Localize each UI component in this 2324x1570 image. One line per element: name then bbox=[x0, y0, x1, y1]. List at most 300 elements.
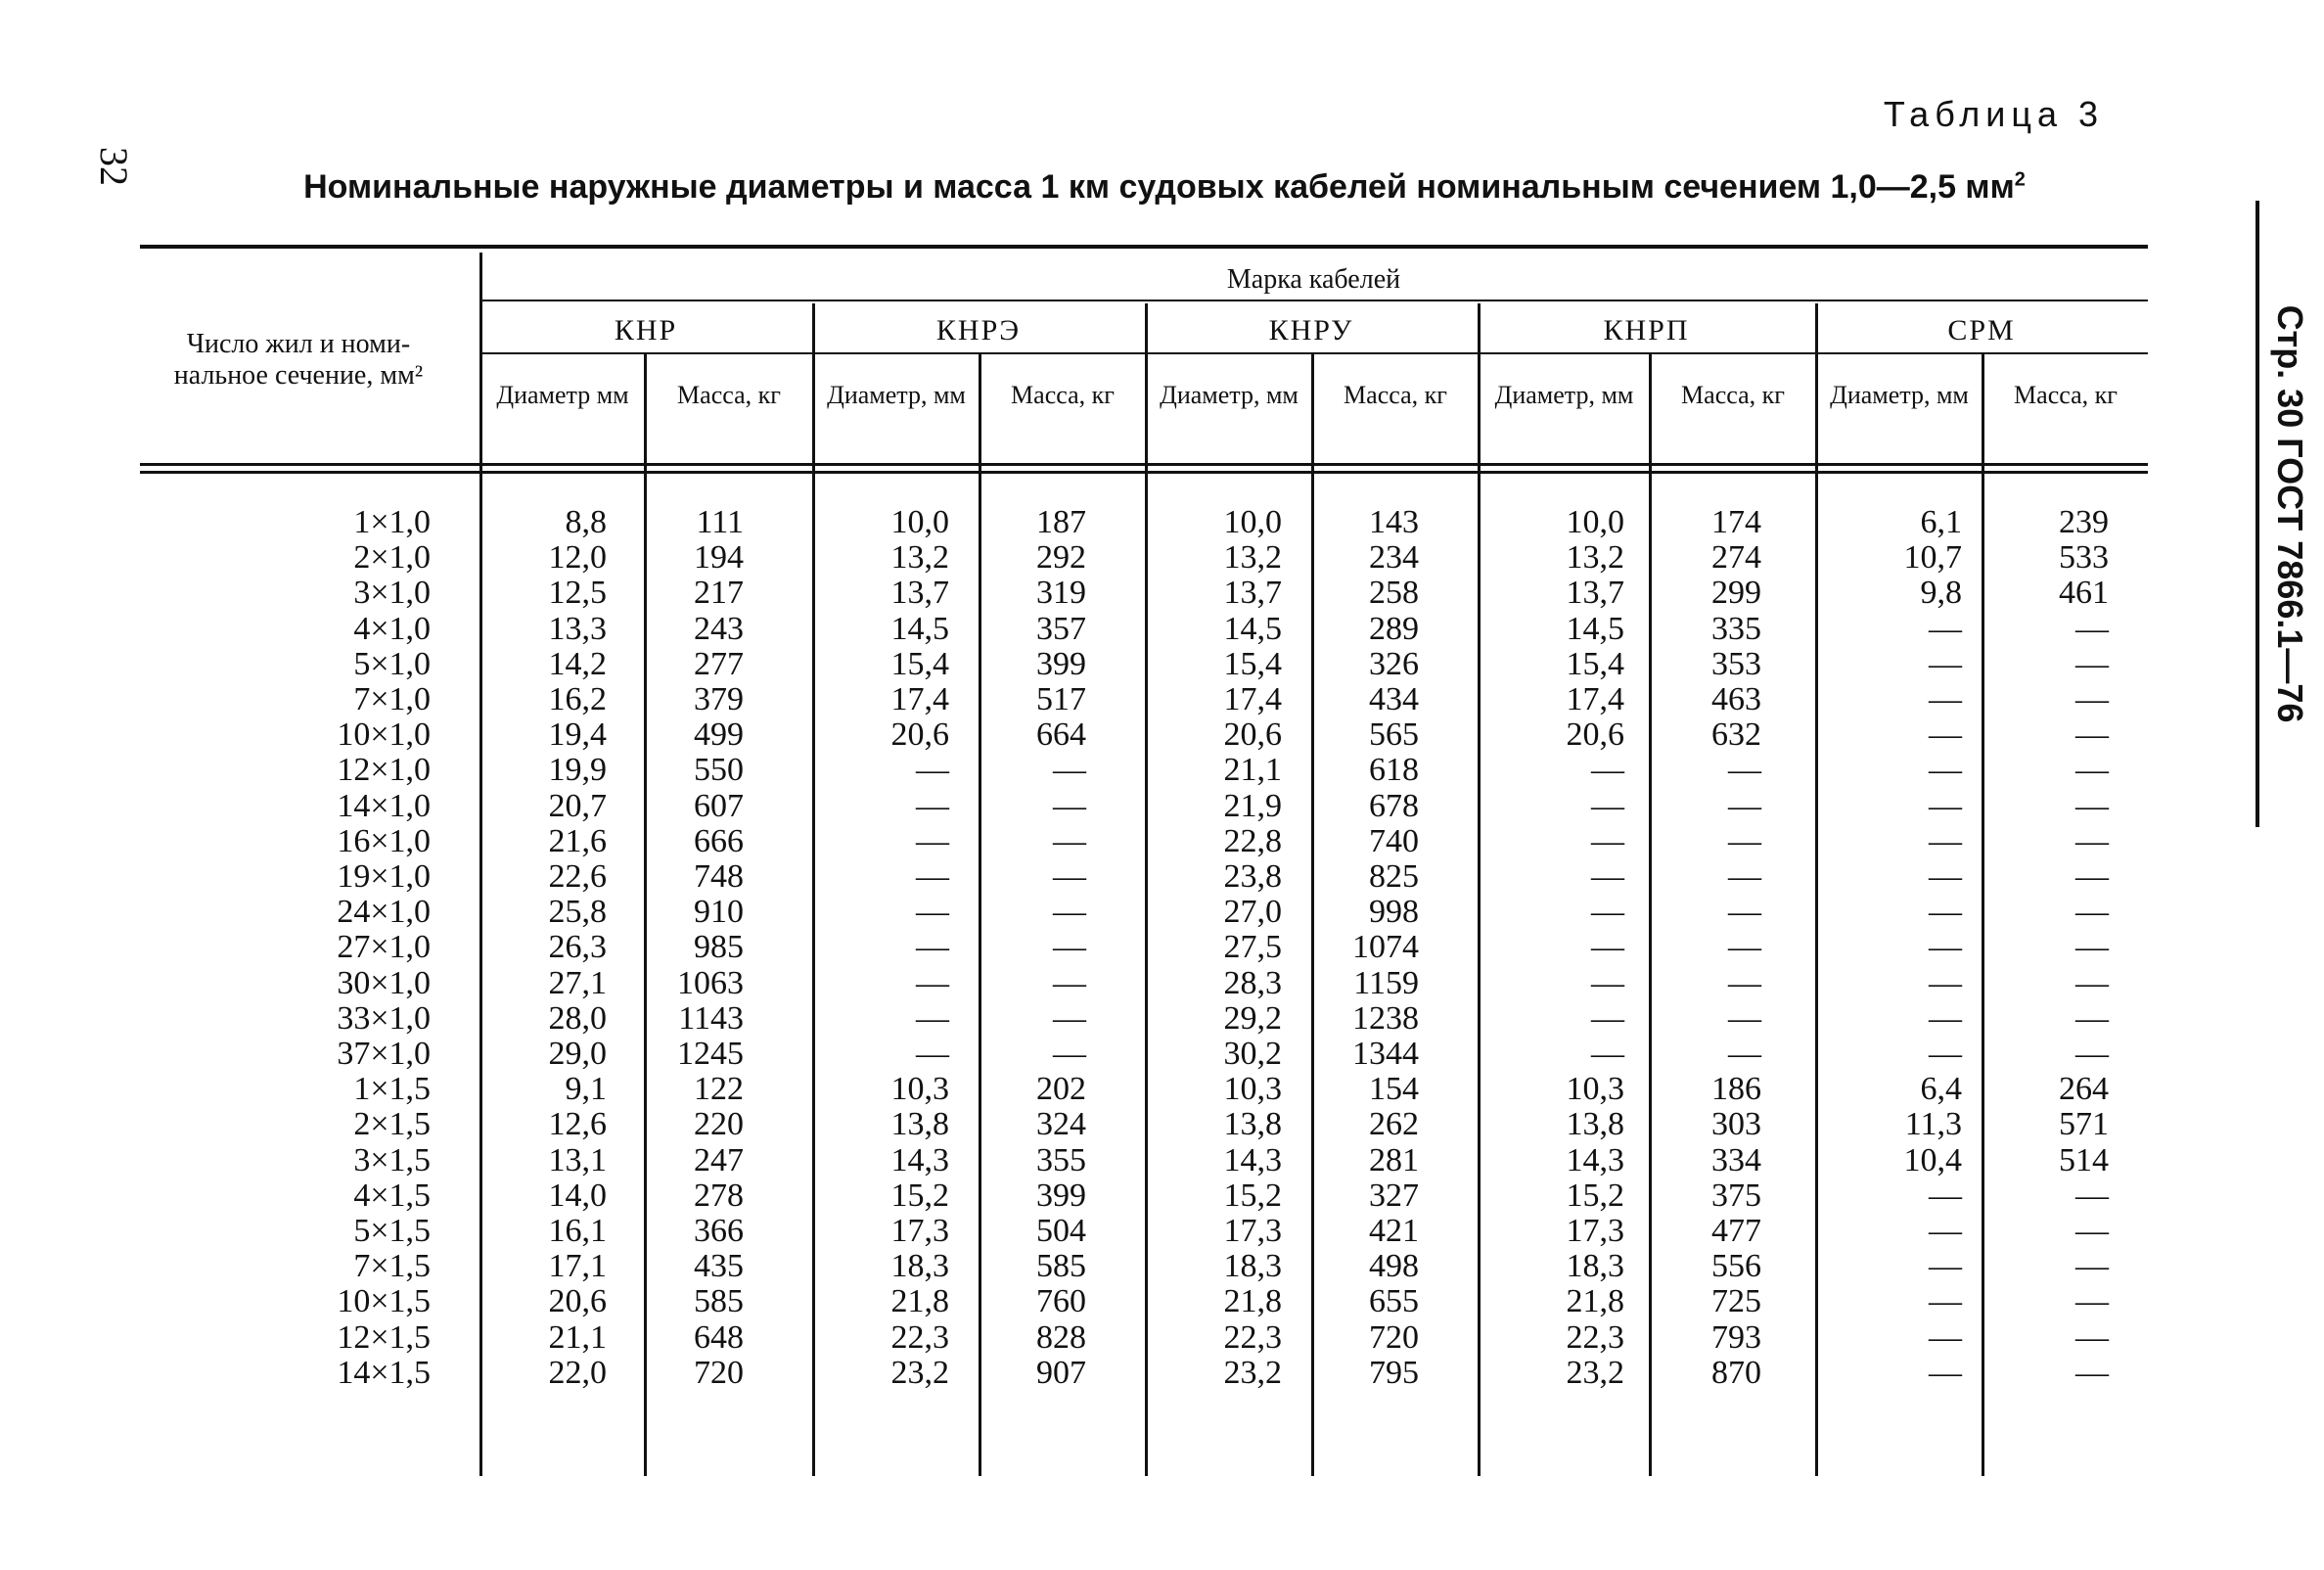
table-cell: — bbox=[1053, 752, 1086, 789]
table-row bbox=[0, 1356, 2262, 1391]
table-cell: 20,6 bbox=[890, 716, 949, 754]
table-cell: 13,8 bbox=[1566, 1106, 1624, 1143]
table-cell: — bbox=[1929, 645, 1962, 682]
table-cell: 187 bbox=[1036, 504, 1086, 540]
table-cell: 499 bbox=[694, 716, 744, 754]
table-cell: 17,3 bbox=[1566, 1213, 1624, 1249]
table-cell: — bbox=[2075, 894, 2109, 931]
row-label: 4×1,5 bbox=[353, 1177, 431, 1214]
table-cell: — bbox=[2075, 1318, 2109, 1356]
brand-header: КНРП bbox=[1603, 314, 1690, 346]
table-cell: — bbox=[916, 964, 949, 1001]
table-cell: — bbox=[2075, 929, 2109, 966]
table-cell: 26,3 bbox=[548, 929, 607, 966]
table-cell: 21,6 bbox=[548, 822, 607, 859]
table-cell: 379 bbox=[694, 681, 744, 717]
table-cell: 985 bbox=[694, 929, 744, 966]
table-cell: 21,1 bbox=[548, 1318, 607, 1356]
table-cell: — bbox=[916, 752, 949, 789]
table-top-rule bbox=[140, 245, 2148, 249]
table-cell: — bbox=[2075, 1248, 2109, 1285]
table-cell: 655 bbox=[1369, 1283, 1419, 1320]
table-row bbox=[0, 717, 2262, 753]
table-cell: 22,0 bbox=[548, 1354, 607, 1391]
table-cell: 29,2 bbox=[1223, 999, 1282, 1037]
table-cell: 15,4 bbox=[1566, 645, 1624, 682]
table-cell: 21,9 bbox=[1223, 787, 1282, 824]
table-cell: 14,5 bbox=[1223, 610, 1282, 647]
table-cell: 353 bbox=[1711, 645, 1761, 682]
table-cell: 571 bbox=[2059, 1106, 2109, 1143]
table-title-superscript: 2 bbox=[2014, 168, 2026, 191]
table-cell: 326 bbox=[1369, 645, 1419, 682]
row-label: 1×1,0 bbox=[353, 504, 431, 540]
table-cell: 19,9 bbox=[548, 752, 607, 789]
table-cell: — bbox=[1591, 787, 1624, 824]
subheader-diameter: Диаметр, мм bbox=[1830, 381, 1969, 409]
table-cell: 278 bbox=[694, 1177, 744, 1214]
subheader-mass: Масса, кг bbox=[677, 381, 781, 409]
table-row bbox=[0, 1143, 2262, 1178]
table-cell: 17,1 bbox=[548, 1248, 607, 1285]
subheader-diameter: Диаметр мм bbox=[496, 381, 629, 409]
table-cell: — bbox=[2075, 716, 2109, 754]
table-cell: — bbox=[2075, 1177, 2109, 1214]
row-label: 5×1,5 bbox=[353, 1213, 431, 1249]
table-cell: — bbox=[1929, 929, 1962, 966]
table-cell: 10,0 bbox=[1566, 504, 1624, 540]
table-cell: — bbox=[1591, 752, 1624, 789]
table-cell: 1063 bbox=[677, 964, 744, 1001]
table-cell: 247 bbox=[694, 1141, 744, 1178]
table-cell: 793 bbox=[1711, 1318, 1761, 1356]
table-cell: 23,8 bbox=[1223, 858, 1282, 895]
table-cell: 281 bbox=[1369, 1141, 1419, 1178]
table-cell: 14,0 bbox=[548, 1177, 607, 1214]
table-cell: — bbox=[1929, 999, 1962, 1037]
table-cell: — bbox=[1591, 964, 1624, 1001]
table-cell: — bbox=[2075, 1036, 2109, 1072]
table-cell: — bbox=[1053, 999, 1086, 1037]
table-cell: 262 bbox=[1369, 1106, 1419, 1143]
table-cell: 399 bbox=[1036, 645, 1086, 682]
row-label: 16×1,0 bbox=[337, 822, 431, 859]
table-cell: 9,8 bbox=[1920, 575, 1962, 612]
table-cell: 29,0 bbox=[548, 1036, 607, 1072]
table-label: Таблица 3 bbox=[1883, 94, 2104, 134]
table-row bbox=[0, 1178, 2262, 1214]
table-row bbox=[0, 612, 2262, 647]
table-cell: 463 bbox=[1711, 681, 1761, 717]
table-cell: 264 bbox=[2059, 1071, 2109, 1108]
table-cell: 220 bbox=[694, 1106, 744, 1143]
table-cell: 825 bbox=[1369, 858, 1419, 895]
table-cell: 556 bbox=[1711, 1248, 1761, 1285]
table-cell: 324 bbox=[1036, 1106, 1086, 1143]
table-cell: 13,2 bbox=[1566, 539, 1624, 577]
table-cell: 111 bbox=[696, 504, 744, 540]
table-cell: 10,3 bbox=[1566, 1071, 1624, 1108]
table-cell: 17,3 bbox=[890, 1213, 949, 1249]
table-cell: 28,0 bbox=[548, 999, 607, 1037]
row-label: 5×1,0 bbox=[353, 645, 431, 682]
table-row bbox=[0, 1001, 2262, 1037]
row-label: 4×1,0 bbox=[353, 610, 431, 647]
table-row bbox=[0, 647, 2262, 682]
table-cell: 828 bbox=[1036, 1318, 1086, 1356]
row-label: 3×1,5 bbox=[353, 1141, 431, 1178]
table-cell: — bbox=[1053, 787, 1086, 824]
table-cell: 13,3 bbox=[548, 610, 607, 647]
row-label: 2×1,0 bbox=[353, 539, 431, 577]
table-cell: 319 bbox=[1036, 575, 1086, 612]
table-cell: 10,4 bbox=[1903, 1141, 1962, 1178]
table-cell: 27,1 bbox=[548, 964, 607, 1001]
table-cell: 18,3 bbox=[1566, 1248, 1624, 1285]
table-cell: 477 bbox=[1711, 1213, 1761, 1249]
table-cell: — bbox=[2075, 787, 2109, 824]
table-cell: 186 bbox=[1711, 1071, 1761, 1108]
table-cell: 299 bbox=[1711, 575, 1761, 612]
subheader-mass: Масса, кг bbox=[2014, 381, 2118, 409]
table-cell: 14,3 bbox=[1566, 1141, 1624, 1178]
table-row bbox=[0, 505, 2262, 540]
table-cell: 607 bbox=[694, 787, 744, 824]
table-cell: — bbox=[1591, 858, 1624, 895]
table-cell: — bbox=[2075, 822, 2109, 859]
table-cell: 504 bbox=[1036, 1213, 1086, 1249]
table-cell: 1159 bbox=[1353, 964, 1419, 1001]
table-row bbox=[0, 540, 2262, 576]
table-cell: 16,2 bbox=[548, 681, 607, 717]
table-cell: 15,2 bbox=[1566, 1177, 1624, 1214]
table-cell: 18,3 bbox=[1223, 1248, 1282, 1285]
table-cell: 27,5 bbox=[1223, 929, 1282, 966]
table-cell: — bbox=[1728, 894, 1761, 931]
row-label: 37×1,0 bbox=[337, 1036, 431, 1072]
table-cell: 910 bbox=[694, 894, 744, 931]
row-label: 7×1,5 bbox=[353, 1248, 431, 1285]
table-cell: 514 bbox=[2059, 1141, 2109, 1178]
table-cell: — bbox=[1929, 752, 1962, 789]
table-cell: 1143 bbox=[678, 999, 744, 1037]
brand-group-header: Марка кабелей bbox=[1226, 264, 1401, 295]
first-column-header: Число жил и номи-нальное сечение, мм² bbox=[173, 329, 424, 391]
table-cell: 666 bbox=[694, 822, 744, 859]
table-cell: 25,8 bbox=[548, 894, 607, 931]
table-cell: 303 bbox=[1711, 1106, 1761, 1143]
table-cell: — bbox=[2075, 681, 2109, 717]
table-row bbox=[0, 895, 2262, 930]
table-cell: 678 bbox=[1369, 787, 1419, 824]
table-cell: 21,8 bbox=[890, 1283, 949, 1320]
table-cell: 740 bbox=[1369, 822, 1419, 859]
table-cell: 277 bbox=[694, 645, 744, 682]
table-cell: — bbox=[1591, 929, 1624, 966]
table-cell: 357 bbox=[1036, 610, 1086, 647]
page-number: 32 bbox=[92, 147, 136, 186]
table-cell: 239 bbox=[2059, 504, 2109, 540]
table-row bbox=[0, 1037, 2262, 1072]
table-cell: — bbox=[2075, 858, 2109, 895]
table-cell: — bbox=[1728, 999, 1761, 1037]
table-cell: 618 bbox=[1369, 752, 1419, 789]
table-cell: 17,3 bbox=[1223, 1213, 1282, 1249]
table-cell: 461 bbox=[2059, 575, 2109, 612]
table-cell: — bbox=[1929, 964, 1962, 1001]
table-cell: — bbox=[1591, 1036, 1624, 1072]
table-cell: 174 bbox=[1711, 504, 1761, 540]
table-cell: — bbox=[2075, 752, 2109, 789]
table-cell: 30,2 bbox=[1223, 1036, 1282, 1072]
table-cell: 17,4 bbox=[1566, 681, 1624, 717]
table-cell: — bbox=[1053, 822, 1086, 859]
row-label: 10×1,0 bbox=[337, 716, 431, 754]
table-cell: 355 bbox=[1036, 1141, 1086, 1178]
table-cell: — bbox=[2075, 1283, 2109, 1320]
table-cell: 13,2 bbox=[890, 539, 949, 577]
table-cell: 23,2 bbox=[1223, 1354, 1282, 1391]
table-cell: 154 bbox=[1369, 1071, 1419, 1108]
table-cell: — bbox=[1728, 822, 1761, 859]
table-cell: — bbox=[1053, 1036, 1086, 1072]
row-label: 33×1,0 bbox=[337, 999, 431, 1037]
table-cell: 19,4 bbox=[548, 716, 607, 754]
table-cell: 20,6 bbox=[1566, 716, 1624, 754]
table-cell: 720 bbox=[694, 1354, 744, 1391]
table-cell: 22,6 bbox=[548, 858, 607, 895]
table-cell: 13,7 bbox=[1566, 575, 1624, 612]
table-row bbox=[0, 1214, 2262, 1249]
table-cell: 870 bbox=[1711, 1354, 1761, 1391]
table-cell: 366 bbox=[694, 1213, 744, 1249]
table-cell: 10,3 bbox=[890, 1071, 949, 1108]
row-label: 14×1,0 bbox=[337, 787, 431, 824]
table-cell: 17,4 bbox=[1223, 681, 1282, 717]
table-cell: — bbox=[1591, 894, 1624, 931]
table-cell: 15,4 bbox=[1223, 645, 1282, 682]
table-cell: 15,2 bbox=[1223, 1177, 1282, 1214]
table-cell: — bbox=[1929, 1318, 1962, 1356]
table-cell: 434 bbox=[1369, 681, 1419, 717]
table-cell: — bbox=[1728, 752, 1761, 789]
subheader-mass: Масса, кг bbox=[1344, 381, 1447, 409]
table-cell: 15,4 bbox=[890, 645, 949, 682]
table-cell: 12,6 bbox=[548, 1106, 607, 1143]
subheader-mass: Масса, кг bbox=[1011, 381, 1115, 409]
table-cell: — bbox=[1929, 1213, 1962, 1249]
table-cell: — bbox=[916, 858, 949, 895]
table-cell: 10,0 bbox=[1223, 504, 1282, 540]
table-cell: — bbox=[1929, 716, 1962, 754]
table-cell: 20,7 bbox=[548, 787, 607, 824]
table-cell: — bbox=[2075, 964, 2109, 1001]
table-row bbox=[0, 1284, 2262, 1319]
table-cell: 122 bbox=[694, 1071, 744, 1108]
table-cell: — bbox=[1929, 1036, 1962, 1072]
subheader-diameter: Диаметр, мм bbox=[1494, 381, 1634, 409]
table-cell: 565 bbox=[1369, 716, 1419, 754]
table-cell: 28,3 bbox=[1223, 964, 1282, 1001]
subheader-mass: Масса, кг bbox=[1681, 381, 1785, 409]
subheader-diameter: Диаметр, мм bbox=[1160, 381, 1299, 409]
table-cell: — bbox=[1929, 894, 1962, 931]
table-cell: 760 bbox=[1036, 1283, 1086, 1320]
table-cell: — bbox=[1053, 929, 1086, 966]
table-cell: 9,1 bbox=[565, 1071, 607, 1108]
table-cell: — bbox=[1929, 610, 1962, 647]
table-cell: — bbox=[1728, 787, 1761, 824]
table-cell: 335 bbox=[1711, 610, 1761, 647]
row-label: 27×1,0 bbox=[337, 929, 431, 966]
table-cell: — bbox=[916, 822, 949, 859]
table-cell: 22,8 bbox=[1223, 822, 1282, 859]
table-cell: 234 bbox=[1369, 539, 1419, 577]
row-label: 14×1,5 bbox=[337, 1354, 431, 1391]
table-cell: — bbox=[1591, 999, 1624, 1037]
table-row bbox=[0, 789, 2262, 824]
table-cell: 12,5 bbox=[548, 575, 607, 612]
table-cell: 10,0 bbox=[890, 504, 949, 540]
header-bottom-rule-2 bbox=[140, 471, 2148, 474]
table-cell: 648 bbox=[694, 1318, 744, 1356]
table-cell: 664 bbox=[1036, 716, 1086, 754]
table-cell: 13,8 bbox=[1223, 1106, 1282, 1143]
row-label: 30×1,0 bbox=[337, 964, 431, 1001]
table-cell: 13,2 bbox=[1223, 539, 1282, 577]
table-row bbox=[0, 1072, 2262, 1107]
table-cell: 14,3 bbox=[1223, 1141, 1282, 1178]
table-cell: 13,1 bbox=[548, 1141, 607, 1178]
table-cell: 517 bbox=[1036, 681, 1086, 717]
table-cell: 585 bbox=[1036, 1248, 1086, 1285]
table-cell: — bbox=[1591, 822, 1624, 859]
row-label: 10×1,5 bbox=[337, 1283, 431, 1320]
table-row bbox=[0, 1107, 2262, 1142]
table-cell: 1344 bbox=[1352, 1036, 1419, 1072]
table-cell: 498 bbox=[1369, 1248, 1419, 1285]
table-cell: 20,6 bbox=[548, 1283, 607, 1320]
table-cell: 998 bbox=[1369, 894, 1419, 931]
row-label: 19×1,0 bbox=[337, 858, 431, 895]
table-cell: 1074 bbox=[1352, 929, 1419, 966]
table-cell: 16,1 bbox=[548, 1213, 607, 1249]
table-title-text: Номинальные наружные диаметры и масса 1 км судовых кабелей номинальным сечением 1,0—2,5 мм bbox=[303, 168, 2015, 206]
row-label: 3×1,0 bbox=[353, 575, 431, 612]
table-cell: 20,6 bbox=[1223, 716, 1282, 754]
table-cell: — bbox=[1929, 1248, 1962, 1285]
table-cell: — bbox=[1053, 964, 1086, 1001]
table-cell: 15,2 bbox=[890, 1177, 949, 1214]
table-cell: 12,0 bbox=[548, 539, 607, 577]
table-cell: 1245 bbox=[677, 1036, 744, 1072]
table-cell: 13,7 bbox=[890, 575, 949, 612]
table-cell: 795 bbox=[1369, 1354, 1419, 1391]
table-cell: 243 bbox=[694, 610, 744, 647]
table-cell: — bbox=[2075, 645, 2109, 682]
table-cell: — bbox=[2075, 1213, 2109, 1249]
subheader-diameter: Диаметр, мм bbox=[827, 381, 966, 409]
table-cell: 22,3 bbox=[1223, 1318, 1282, 1356]
table-cell: — bbox=[1929, 822, 1962, 859]
table-cell: 725 bbox=[1711, 1283, 1761, 1320]
table-cell: — bbox=[2075, 999, 2109, 1037]
table-cell: 907 bbox=[1036, 1354, 1086, 1391]
table-cell: 13,8 bbox=[890, 1106, 949, 1143]
table-row bbox=[0, 824, 2262, 859]
table-cell: 327 bbox=[1369, 1177, 1419, 1214]
table-row bbox=[0, 576, 2262, 611]
table-cell: 289 bbox=[1369, 610, 1419, 647]
table-cell: 194 bbox=[694, 539, 744, 577]
table-cell: 292 bbox=[1036, 539, 1086, 577]
table-cell: 258 bbox=[1369, 575, 1419, 612]
table-cell: 14,5 bbox=[1566, 610, 1624, 647]
brand-header: СРМ bbox=[1947, 314, 2016, 346]
table-cell: 23,2 bbox=[890, 1354, 949, 1391]
table-cell: 22,3 bbox=[1566, 1318, 1624, 1356]
table-cell: 23,2 bbox=[1566, 1354, 1624, 1391]
table-cell: — bbox=[916, 894, 949, 931]
table-cell: — bbox=[1728, 1036, 1761, 1072]
group-rule bbox=[479, 300, 2148, 301]
brand-header: КНР bbox=[614, 314, 678, 346]
table-cell: — bbox=[1929, 681, 1962, 717]
table-cell: 399 bbox=[1036, 1177, 1086, 1214]
table-cell: 14,2 bbox=[548, 645, 607, 682]
table-cell: — bbox=[916, 787, 949, 824]
row-label: 2×1,5 bbox=[353, 1106, 431, 1143]
table-cell: 22,3 bbox=[890, 1318, 949, 1356]
table-row bbox=[0, 1320, 2262, 1356]
table-cell: — bbox=[1929, 1283, 1962, 1320]
row-label: 12×1,0 bbox=[337, 752, 431, 789]
running-header: Стр. 30 ГОСТ 7866.1—76 bbox=[2256, 201, 2324, 827]
table-cell: 217 bbox=[694, 575, 744, 612]
table-cell: 1238 bbox=[1352, 999, 1419, 1037]
table-cell: — bbox=[2075, 1354, 2109, 1391]
table-cell: 550 bbox=[694, 752, 744, 789]
table-cell: 21,8 bbox=[1223, 1283, 1282, 1320]
table-cell: — bbox=[1929, 1354, 1962, 1391]
row-label: 7×1,0 bbox=[353, 681, 431, 717]
table-cell: 8,8 bbox=[565, 504, 607, 540]
table-row bbox=[0, 859, 2262, 895]
row-label: 24×1,0 bbox=[337, 894, 431, 931]
table-cell: 143 bbox=[1369, 504, 1419, 540]
table-cell: 10,3 bbox=[1223, 1071, 1282, 1108]
table-cell: 14,5 bbox=[890, 610, 949, 647]
table-cell: 632 bbox=[1711, 716, 1761, 754]
table-row bbox=[0, 1249, 2262, 1284]
table-cell: — bbox=[1728, 929, 1761, 966]
table-row bbox=[0, 753, 2262, 788]
table-cell: — bbox=[916, 929, 949, 966]
table-row bbox=[0, 930, 2262, 965]
table-cell: 375 bbox=[1711, 1177, 1761, 1214]
table-cell: 585 bbox=[694, 1283, 744, 1320]
table-cell: — bbox=[1929, 1177, 1962, 1214]
table-cell: 10,7 bbox=[1903, 539, 1962, 577]
brand-header: КНРЭ bbox=[935, 314, 1022, 346]
table-cell: 720 bbox=[1369, 1318, 1419, 1356]
table-cell: — bbox=[1053, 894, 1086, 931]
table-cell: 21,8 bbox=[1566, 1283, 1624, 1320]
table-cell: 6,1 bbox=[1920, 504, 1962, 540]
table-cell: 435 bbox=[694, 1248, 744, 1285]
table-row bbox=[0, 682, 2262, 717]
table-cell: 748 bbox=[694, 858, 744, 895]
